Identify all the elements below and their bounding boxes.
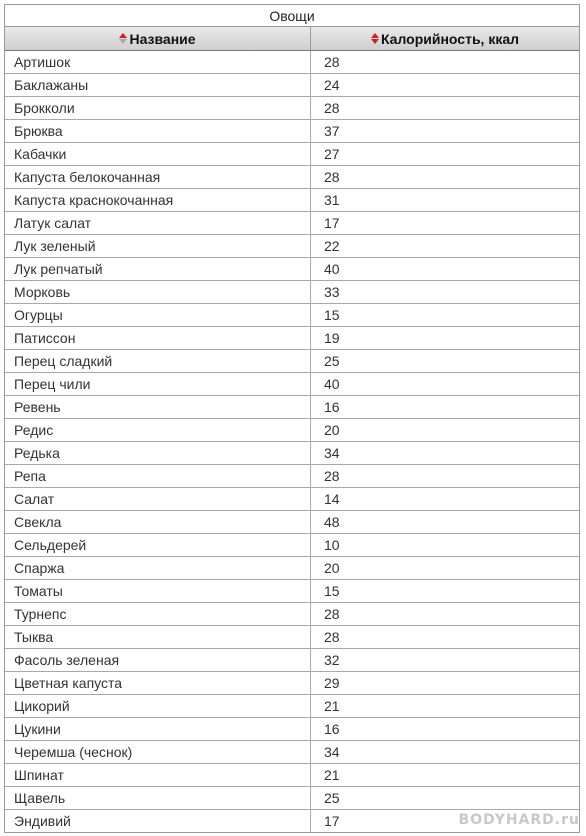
calorie-value-cell: 40 (324, 376, 340, 392)
table-row (5, 626, 579, 649)
vegetable-name-cell: Репа (5, 465, 311, 487)
table-row (5, 672, 579, 695)
table-row (5, 258, 579, 281)
vegetable-name-cell: Редька (5, 442, 311, 464)
table-row (5, 534, 579, 557)
table-row (5, 557, 579, 580)
table-row (5, 695, 579, 718)
calorie-value-cell: 29 (324, 675, 340, 691)
calorie-value-cell: 28 (324, 100, 340, 116)
calorie-value-cell: 37 (324, 123, 340, 139)
calorie-value-cell: 16 (324, 399, 340, 415)
vegetable-name-cell: Свекла (5, 511, 311, 533)
calorie-value-cell: 19 (324, 330, 340, 346)
vegetable-name-cell: Перец сладкий (5, 350, 311, 372)
table-row (5, 442, 579, 465)
calorie-value-cell: 17 (324, 813, 340, 829)
vegetable-name-cell: Лук репчатый (5, 258, 311, 280)
calorie-value-cell: 10 (324, 537, 340, 553)
table-row (5, 350, 579, 373)
site-watermark: BODYHARD.ru (458, 812, 580, 828)
vegetable-name-cell: Морковь (5, 281, 311, 303)
calorie-value-cell: 32 (324, 652, 340, 668)
column-header-name-label: Название (129, 30, 196, 47)
table-row (5, 235, 579, 258)
table-row (5, 787, 579, 810)
calorie-value-cell: 34 (324, 744, 340, 760)
vegetable-name-cell: Патиссон (5, 327, 311, 349)
table-row (5, 465, 579, 488)
vegetable-name-cell: Баклажаны (5, 74, 311, 96)
vegetable-name-cell: Сельдерей (5, 534, 311, 556)
vegetable-name-cell: Цветная капуста (5, 672, 311, 694)
table-row (5, 97, 579, 120)
calorie-value-cell: 24 (324, 77, 340, 93)
table-row (5, 189, 579, 212)
vegetable-name-cell: Ревень (5, 396, 311, 418)
vegetable-name-cell: Латук салат (5, 212, 311, 234)
table-row (5, 649, 579, 672)
calorie-value-cell: 17 (324, 215, 340, 231)
vegetable-name-cell: Перец чили (5, 373, 311, 395)
vegetable-name-cell: Артишок (5, 51, 311, 73)
calorie-value-cell: 21 (324, 767, 340, 783)
vegetable-name-cell: Эндивий (5, 810, 311, 833)
table-row (5, 51, 579, 74)
calorie-value-cell: 20 (324, 422, 340, 438)
sort-arrows-icon[interactable] (371, 33, 379, 44)
vegetable-name-cell: Цикорий (5, 695, 311, 717)
table-row (5, 741, 579, 764)
table-row (5, 74, 579, 97)
calorie-value-cell: 28 (324, 54, 340, 70)
table-row (5, 281, 579, 304)
calorie-value-cell: 27 (324, 146, 340, 162)
column-header-kcal-label: Калорийность, ккал (380, 30, 520, 47)
vegetable-name-cell: Кабачки (5, 143, 311, 165)
table-row (5, 718, 579, 741)
table-row (5, 327, 579, 350)
calorie-value-cell: 40 (324, 261, 340, 277)
calorie-value-cell: 15 (324, 307, 340, 323)
vegetable-name-cell: Черемша (чеснок) (5, 741, 311, 763)
table-body (5, 51, 579, 833)
vegetable-name-cell: Тыква (5, 626, 311, 648)
vegetable-name-cell: Огурцы (5, 304, 311, 326)
vegetable-name-cell: Томаты (5, 580, 311, 602)
vegetable-name-cell: Капуста краснокочанная (5, 189, 311, 211)
sort-arrows-icon[interactable] (119, 33, 127, 44)
table-row (5, 120, 579, 143)
table-row (5, 212, 579, 235)
vegetable-name-cell: Капуста белокочанная (5, 166, 311, 188)
vegetable-name-cell: Фасоль зеленая (5, 649, 311, 671)
vegetable-name-cell: Брюква (5, 120, 311, 142)
calorie-value-cell: 20 (324, 560, 340, 576)
table-row (5, 764, 579, 787)
vegetable-name-cell: Лук зеленый (5, 235, 311, 257)
calorie-value-cell: 25 (324, 353, 340, 369)
vegetable-name-cell: Турнепс (5, 603, 311, 625)
vegetable-name-cell: Брокколи (5, 97, 311, 119)
table-row (5, 166, 579, 189)
vegetable-name-cell: Спаржа (5, 557, 311, 579)
calorie-value-cell: 21 (324, 698, 340, 714)
table-row (5, 304, 579, 327)
calorie-value-cell: 15 (324, 583, 340, 599)
calorie-value-cell: 34 (324, 445, 340, 461)
calorie-value-cell: 48 (324, 514, 340, 530)
vegetable-name-cell: Шпинат (5, 764, 311, 786)
vegetable-name-cell: Салат (5, 488, 311, 510)
calorie-value-cell: 33 (324, 284, 340, 300)
calorie-value-cell: 28 (324, 169, 340, 185)
calorie-value-cell: 28 (324, 468, 340, 484)
column-header-name[interactable] (5, 27, 311, 50)
calorie-value-cell: 31 (324, 192, 340, 208)
table-header (5, 27, 579, 51)
calorie-value-cell: 14 (324, 491, 340, 507)
vegetable-name-cell: Щавель (5, 787, 311, 809)
calorie-value-cell: 25 (324, 790, 340, 806)
table-caption: Овощи (5, 5, 579, 27)
calorie-value-cell: 28 (324, 629, 340, 645)
calorie-value-cell: 16 (324, 721, 340, 737)
table-row (5, 143, 579, 166)
vegetable-name-cell: Редис (5, 419, 311, 441)
column-header-kcal[interactable] (311, 27, 579, 50)
table-row (5, 580, 579, 603)
table-row (5, 396, 579, 419)
vegetable-calorie-table (4, 4, 580, 833)
table-row (5, 511, 579, 534)
table-row (5, 603, 579, 626)
vegetable-name-cell: Цукини (5, 718, 311, 740)
table-row (5, 488, 579, 511)
table-row (5, 373, 579, 396)
table-row (5, 419, 579, 442)
calorie-value-cell: 22 (324, 238, 340, 254)
calorie-value-cell: 28 (324, 606, 340, 622)
